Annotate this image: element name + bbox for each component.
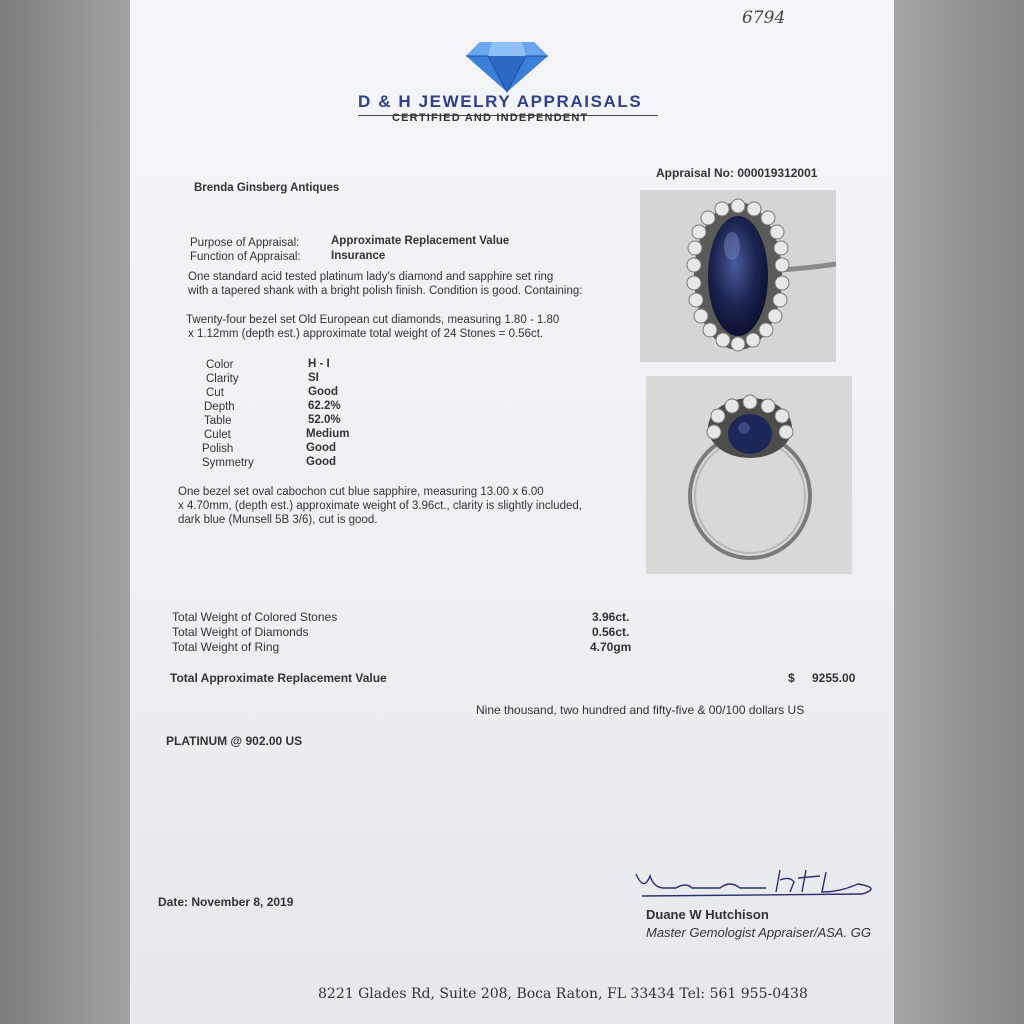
sapphire-line-3: dark blue (Munsell 5B 3/6), cut is good. xyxy=(178,514,378,526)
client-name: Brenda Ginsberg Antiques xyxy=(194,182,340,194)
company-name: D & H JEWELRY APPRAISALS xyxy=(358,92,643,111)
total-label: Total Weight of Diamonds xyxy=(172,625,309,639)
ring-side-image xyxy=(646,376,852,574)
spec-label: Polish xyxy=(202,443,234,455)
purpose-label: Purpose of Appraisal: xyxy=(190,237,300,249)
spec-label: Symmetry xyxy=(202,457,254,469)
function-label: Function of Appraisal: xyxy=(190,251,301,263)
spec-value: Good xyxy=(306,442,337,454)
ring-photo-side xyxy=(646,376,852,574)
handwritten-number: 6794 xyxy=(742,8,786,28)
total-value: 4.70gm xyxy=(590,640,632,654)
spec-value: SI xyxy=(308,372,319,384)
spec-label: Clarity xyxy=(206,373,239,385)
replacement-amount: 9255.00 xyxy=(812,671,856,685)
total-label: Total Weight of Colored Stones xyxy=(172,610,338,624)
ring-photo-front xyxy=(640,190,836,362)
replacement-words: Nine thousand, two hundred and fifty-five & 00/100 dollars US xyxy=(476,703,805,717)
spec-value: 52.0% xyxy=(308,414,341,426)
appraiser-title: Master Gemologist Appraiser/ASA. GG xyxy=(646,925,871,940)
description-line-1: One standard acid tested platinum lady's diamond and sapphire set ring xyxy=(188,271,554,283)
purpose-value: Approximate Replacement Value xyxy=(331,235,510,247)
appraisal-number: Appraisal No: 000019312001 xyxy=(656,166,818,180)
spec-value: H - I xyxy=(308,358,330,370)
diamonds-line-2: x 1.12mm (depth est.) approximate total weight of 24 Stones = 0.56ct. xyxy=(188,328,544,340)
function-value: Insurance xyxy=(331,250,386,262)
replacement-currency: $ xyxy=(788,671,795,685)
spec-value: Good xyxy=(306,456,337,468)
spec-label: Table xyxy=(204,415,232,427)
spec-label: Color xyxy=(206,359,234,371)
ring-front-image xyxy=(640,190,836,362)
total-value: 0.56ct. xyxy=(592,625,630,639)
spec-value: Medium xyxy=(306,428,350,440)
appraisal-document xyxy=(130,0,894,1024)
signature-image xyxy=(630,862,894,904)
spec-value: 62.2% xyxy=(308,400,341,412)
description-line-2: with a tapered shank with a bright polish finish. Condition is good. Containing: xyxy=(188,285,583,297)
company-tagline: CERTIFIED AND INDEPENDENT xyxy=(392,112,589,124)
sapphire-line-1: One bezel set oval cabochon cut blue sapphire, measuring 13.00 x 6.00 xyxy=(178,486,544,498)
diamond-logo-icon xyxy=(464,40,550,94)
platinum-price: PLATINUM @ 902.00 US xyxy=(166,734,303,748)
appraiser-name: Duane W Hutchison xyxy=(646,907,769,922)
sapphire-line-2: x 4.70mm, (depth est.) approximate weight of 3.96ct., clarity is slightly included, xyxy=(178,500,582,512)
diamonds-line-1: Twenty-four bezel set Old European cut diamonds, measuring 1.80 - 1.80 xyxy=(186,314,560,326)
spec-value: Good xyxy=(308,386,339,398)
spec-label: Culet xyxy=(204,429,231,441)
background-left xyxy=(0,0,130,1024)
background-right xyxy=(894,0,1024,1024)
footer-address: 8221 Glades Rd, Suite 208, Boca Raton, FL 33434 Tel: 561 955-0438 xyxy=(318,986,808,1002)
spec-label: Cut xyxy=(206,387,224,399)
spec-label: Depth xyxy=(204,401,235,413)
appraisal-date: Date: November 8, 2019 xyxy=(158,895,294,909)
replacement-label: Total Approximate Replacement Value xyxy=(170,671,387,685)
total-label: Total Weight of Ring xyxy=(172,640,280,654)
total-value: 3.96ct. xyxy=(592,610,630,624)
